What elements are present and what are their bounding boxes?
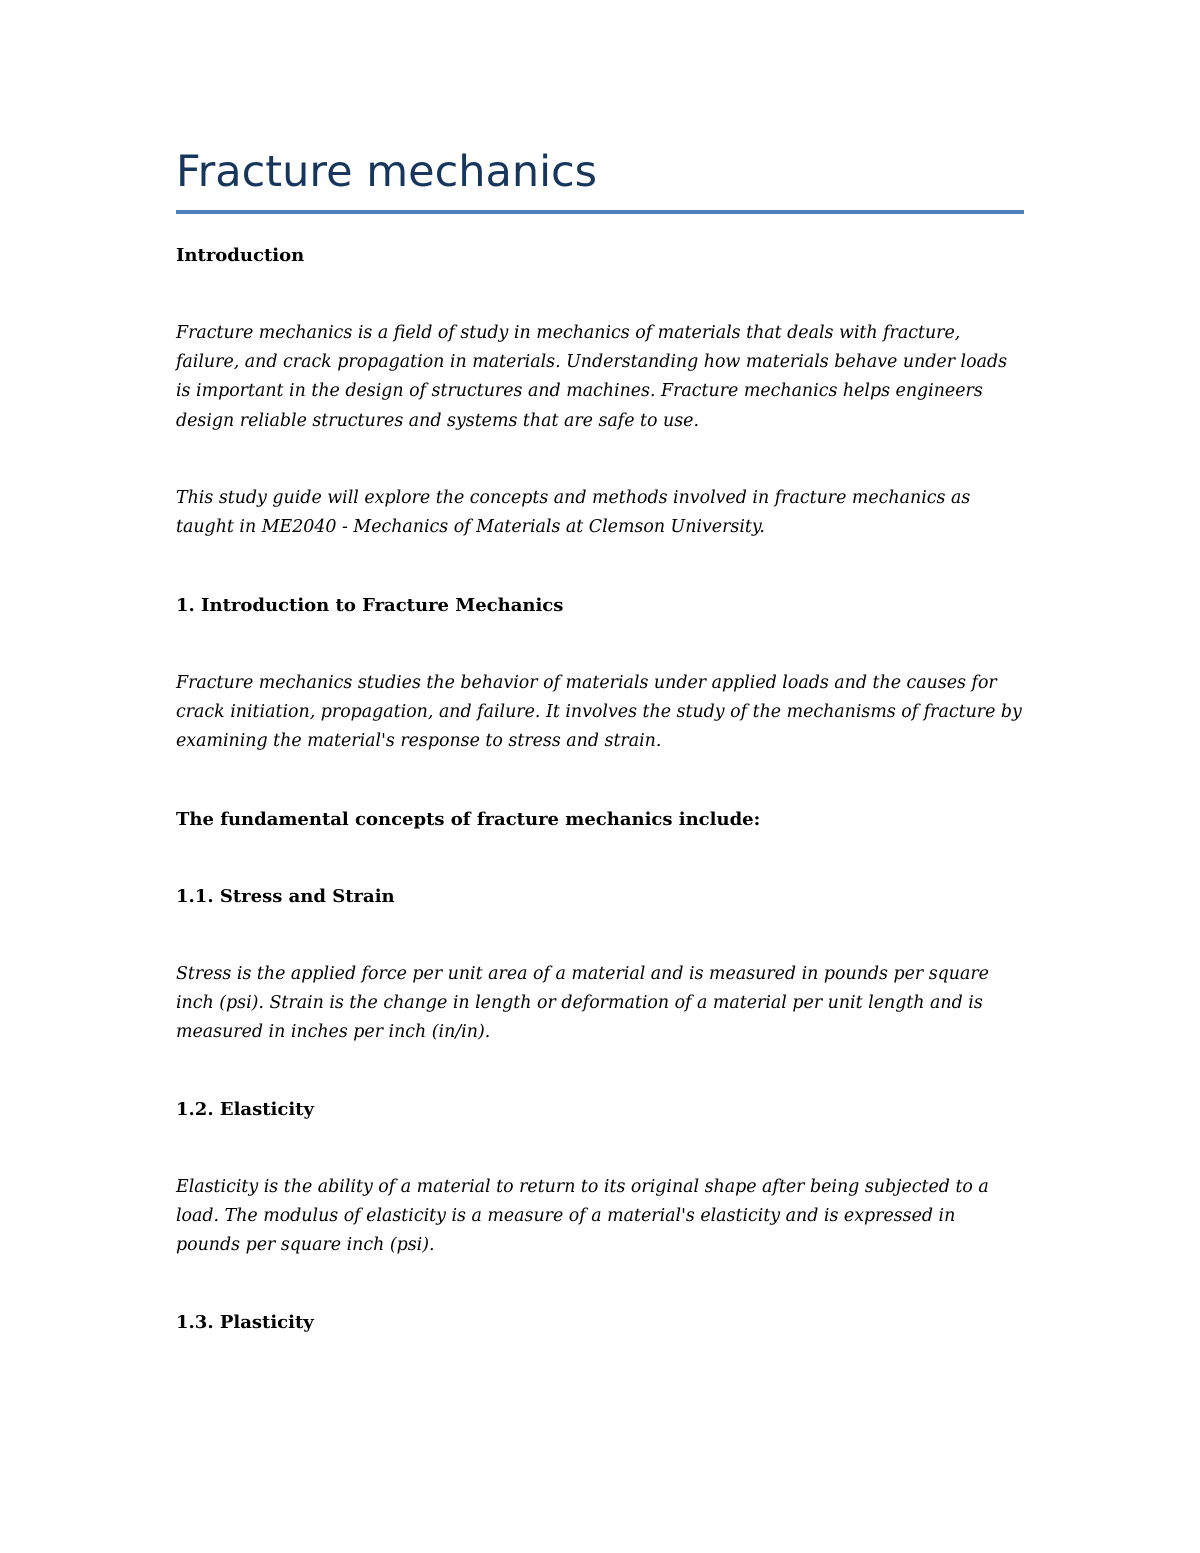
paragraph-line: measured in inches per inch (in/in). <box>176 1022 491 1043</box>
introduction-heading: Introduction <box>176 245 305 266</box>
paragraph-line: Fracture mechanics studies the behavior of materials under applied loads and the causes for <box>176 673 997 693</box>
paragraph-line: Elasticity is the ability of a material to return to its original shape after being subjected to a <box>176 1177 989 1197</box>
paragraph-line: design reliable structures and systems that are safe to use. <box>176 410 699 431</box>
paragraph-line: failure, and crack propagation in materials. Understanding how materials behave under loads <box>176 352 1007 373</box>
section-1-1-heading: 1.1. Stress and Strain <box>176 886 395 907</box>
section-1-paragraph <box>176 669 1036 757</box>
paragraph-line: examining the material's response to stress and strain. <box>176 731 662 752</box>
section-1-heading: 1. Introduction to Fracture Mechanics <box>176 595 564 616</box>
section-1-2-heading: 1.2. Elasticity <box>176 1099 314 1120</box>
intro-paragraph-1 <box>176 319 1036 436</box>
paragraph-line: load. The modulus of elasticity is a measure of a material's elasticity and is expressed in <box>176 1206 956 1227</box>
paragraph-line: inch (psi). Strain is the change in length or deformation of a material per unit length and is <box>176 993 983 1014</box>
paragraph-line: crack initiation, propagation, and failure. It involves the study of the mechanisms of fracture by <box>176 702 1022 723</box>
paragraph-line: Fracture mechanics is a field of study in mechanics of materials that deals with fracture, <box>176 323 961 343</box>
paragraph-line: taught in ME2040 - Mechanics of Materials at Clemson University. <box>176 517 765 538</box>
paragraph-line: is important in the design of structures and machines. Fracture mechanics helps engineers <box>176 381 983 402</box>
document-title: Fracture mechanics <box>176 147 598 197</box>
section-1-2-paragraph <box>176 1173 1036 1261</box>
section-1-3-heading: 1.3. Plasticity <box>176 1312 314 1333</box>
paragraph-line: pounds per square inch (psi). <box>176 1235 435 1256</box>
concepts-heading: The fundamental concepts of fracture mechanics include: <box>176 809 761 830</box>
title-underline <box>176 210 1024 214</box>
section-1-1-paragraph <box>176 960 1036 1048</box>
paragraph-line: This study guide will explore the concepts and methods involved in fracture mechanics as <box>176 488 971 508</box>
paragraph-line: Stress is the applied force per unit area of a material and is measured in pounds per square <box>176 964 989 984</box>
intro-paragraph-2 <box>176 484 1036 542</box>
